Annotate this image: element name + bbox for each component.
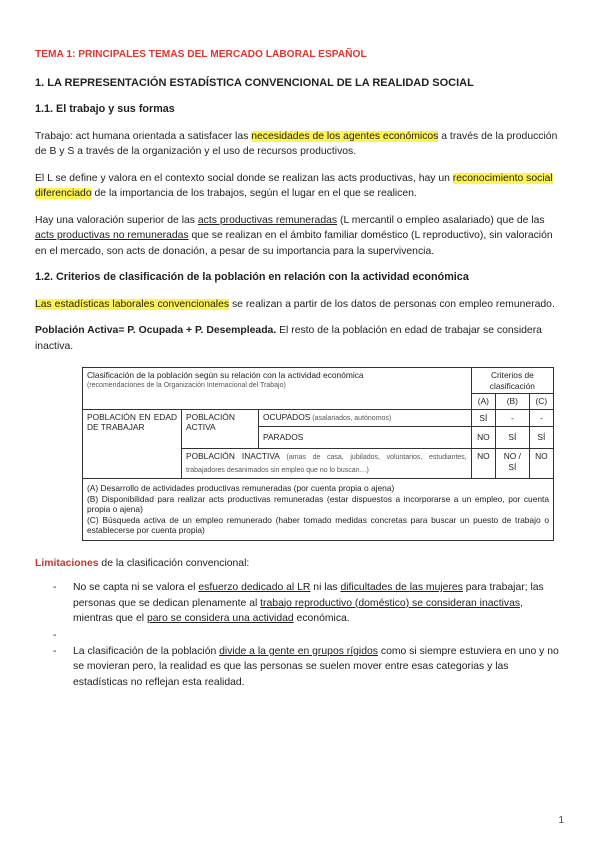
underlined-text: esfuerzo dedicado al LR	[198, 582, 311, 593]
list-item	[35, 580, 565, 627]
text: La clasificación de la población	[73, 645, 220, 657]
col-b-header: (B)	[496, 394, 530, 410]
text: El L se define y valora en el contexto social donde se realizan las acts productivas, hay un	[35, 172, 453, 184]
text: Trabajo: act humana orientada a satisfacer las	[35, 130, 252, 142]
text: Hay una valoración superior de las	[35, 214, 198, 226]
section-heading-1-2: 1.2. Criterios de clasificación de la población en relación con la actividad económica	[35, 271, 469, 283]
ocupados-sub: (asalariados, autónomos)	[310, 414, 392, 422]
classification-table	[82, 367, 554, 541]
paragraph-trabajo	[35, 129, 565, 160]
col-a-header: (A)	[471, 394, 495, 410]
poblacion-edad-cell: POBLACIÓN EN EDAD DE TRABAJAR	[83, 409, 182, 479]
inactiva-c: NO	[529, 449, 553, 479]
table-header-cell	[83, 368, 472, 410]
section-heading-1-1: 1.1. El trabajo y sus formas	[35, 103, 175, 115]
document-title: TEMA 1: PRINCIPALES TEMAS DEL MERCADO LABORAL ESPAÑOL	[35, 49, 367, 60]
text: se realizan a partir de los datos de personas con empleo remunerado.	[229, 298, 555, 310]
highlight: reconocimiento social diferenciado	[35, 172, 553, 199]
list-item-empty	[35, 628, 565, 643]
text: No se capta ni se valora el	[73, 582, 199, 593]
parados-c: SÍ	[529, 427, 553, 449]
inactiva-label: POBLACIÓN INACTIVA	[186, 451, 280, 461]
page-number: 1	[558, 815, 564, 826]
text: que se realizan en el ámbito familiar doméstico (L reproductivo), sin valoración en el mercado, son acts de donación, a pesar de su importancia para la supervivencia.	[35, 230, 553, 257]
bold-text: Población Activa= P. Ocupada + P. Desempleada.	[35, 325, 277, 336]
text: , mientras que el	[73, 597, 523, 624]
inactiva-sub: (amas de casa, jubilados, voluntarios, estudiantes, trabajadores desanimados sin empleo que no lo buscan…)	[186, 454, 467, 474]
text: de la importancia de los trabajos, según el lugar en el que se realicen.	[91, 188, 417, 199]
section-heading-1: 1. LA REPRESENTACIÓN ESTADÍSTICA CONVENCIONAL DE LA REALIDAD SOCIAL	[35, 76, 474, 89]
underlined-text: trabajo reproductivo (doméstico) se consideran inactivas	[260, 597, 521, 609]
limitaciones-heading	[35, 556, 565, 572]
table-notes	[83, 479, 554, 541]
underlined-text: divide a la gente en grupos rígidos	[219, 645, 378, 657]
text: de la clasificación convencional:	[98, 557, 250, 569]
parados-b: SÍ	[496, 427, 530, 449]
poblacion-activa-cell: POBLACIÓN ACTIVA	[182, 409, 259, 449]
text: como si siempre estuviera en uno y no se movieran pero, la realidad es que las personas se suelen mover entre esas categorias y las estadísticas no reflejan esta realidad.	[73, 645, 559, 688]
paragraph-estadisticas	[35, 297, 565, 313]
inactiva-cell	[182, 449, 472, 479]
ocupados-a: SÍ	[471, 409, 495, 427]
list-item	[35, 644, 565, 691]
document-page	[35, 47, 565, 691]
parados-cell: PARADOS	[259, 427, 472, 449]
parados-a: NO	[471, 427, 495, 449]
paragraph-valoracion	[35, 171, 565, 202]
text: (L mercantil o empleo asalariado) que de las	[337, 214, 545, 226]
text: económica.	[293, 613, 350, 624]
col-c-header: (C)	[529, 394, 553, 410]
limitaciones-list	[35, 580, 565, 690]
text: a través de la producción de B y S a través de la organización y el uso de recursos productivos.	[35, 130, 558, 157]
underlined-text: paro se considera una actividad	[146, 613, 294, 624]
ocupados-label: OCUPADOS	[263, 411, 311, 422]
ocupados-b: -	[496, 409, 530, 427]
underlined-text: dificultades de las mujeres	[340, 582, 463, 593]
note-b: (B) Disponibilidad para realizar acts productivas remuneradas (estar dispuestos a incorporarse a un empleo, por cuenta propia o ajena)	[87, 493, 549, 514]
paragraph-poblacion-activa	[35, 323, 565, 354]
highlight: necesidades de los agentes económicos	[251, 130, 439, 142]
text: El resto de la población en edad de trabajar se considera inactiva.	[35, 325, 542, 352]
criteria-header: Criterios de clasificación	[471, 368, 553, 394]
underlined-text: acts productivas no remuneradas	[35, 230, 189, 241]
inactiva-b: NO / SÍ	[496, 449, 530, 479]
inactiva-a: NO	[471, 449, 495, 479]
paragraph-valoracion-superior	[35, 213, 565, 260]
limitaciones-label: Limitaciones	[35, 557, 99, 569]
note-c: (C) Búsqueda activa de un empleo remunerado (haber tomado medidas concretas para buscar un puesto de trabajo o establecerse por cuenta propia)	[87, 514, 549, 535]
ocupados-cell	[259, 409, 472, 427]
text: ni las	[310, 582, 341, 593]
table-header-sub: (recomendaciones de la Organización Internacional del Trabajo)	[87, 381, 286, 389]
ocupados-c: -	[529, 409, 553, 427]
table-header: Clasificación de la población según su relación con la actividad económica	[87, 370, 364, 380]
note-a: (A) Desarrollo de actividades productivas remuneradas (por cuenta propia o ajena)	[87, 483, 395, 493]
text: para trabajar; las personas que se dedican plenamente al	[73, 582, 544, 609]
underlined-text: acts productivas remuneradas	[197, 214, 338, 226]
highlight: Las estadísticas laborales convencionales	[35, 298, 230, 310]
